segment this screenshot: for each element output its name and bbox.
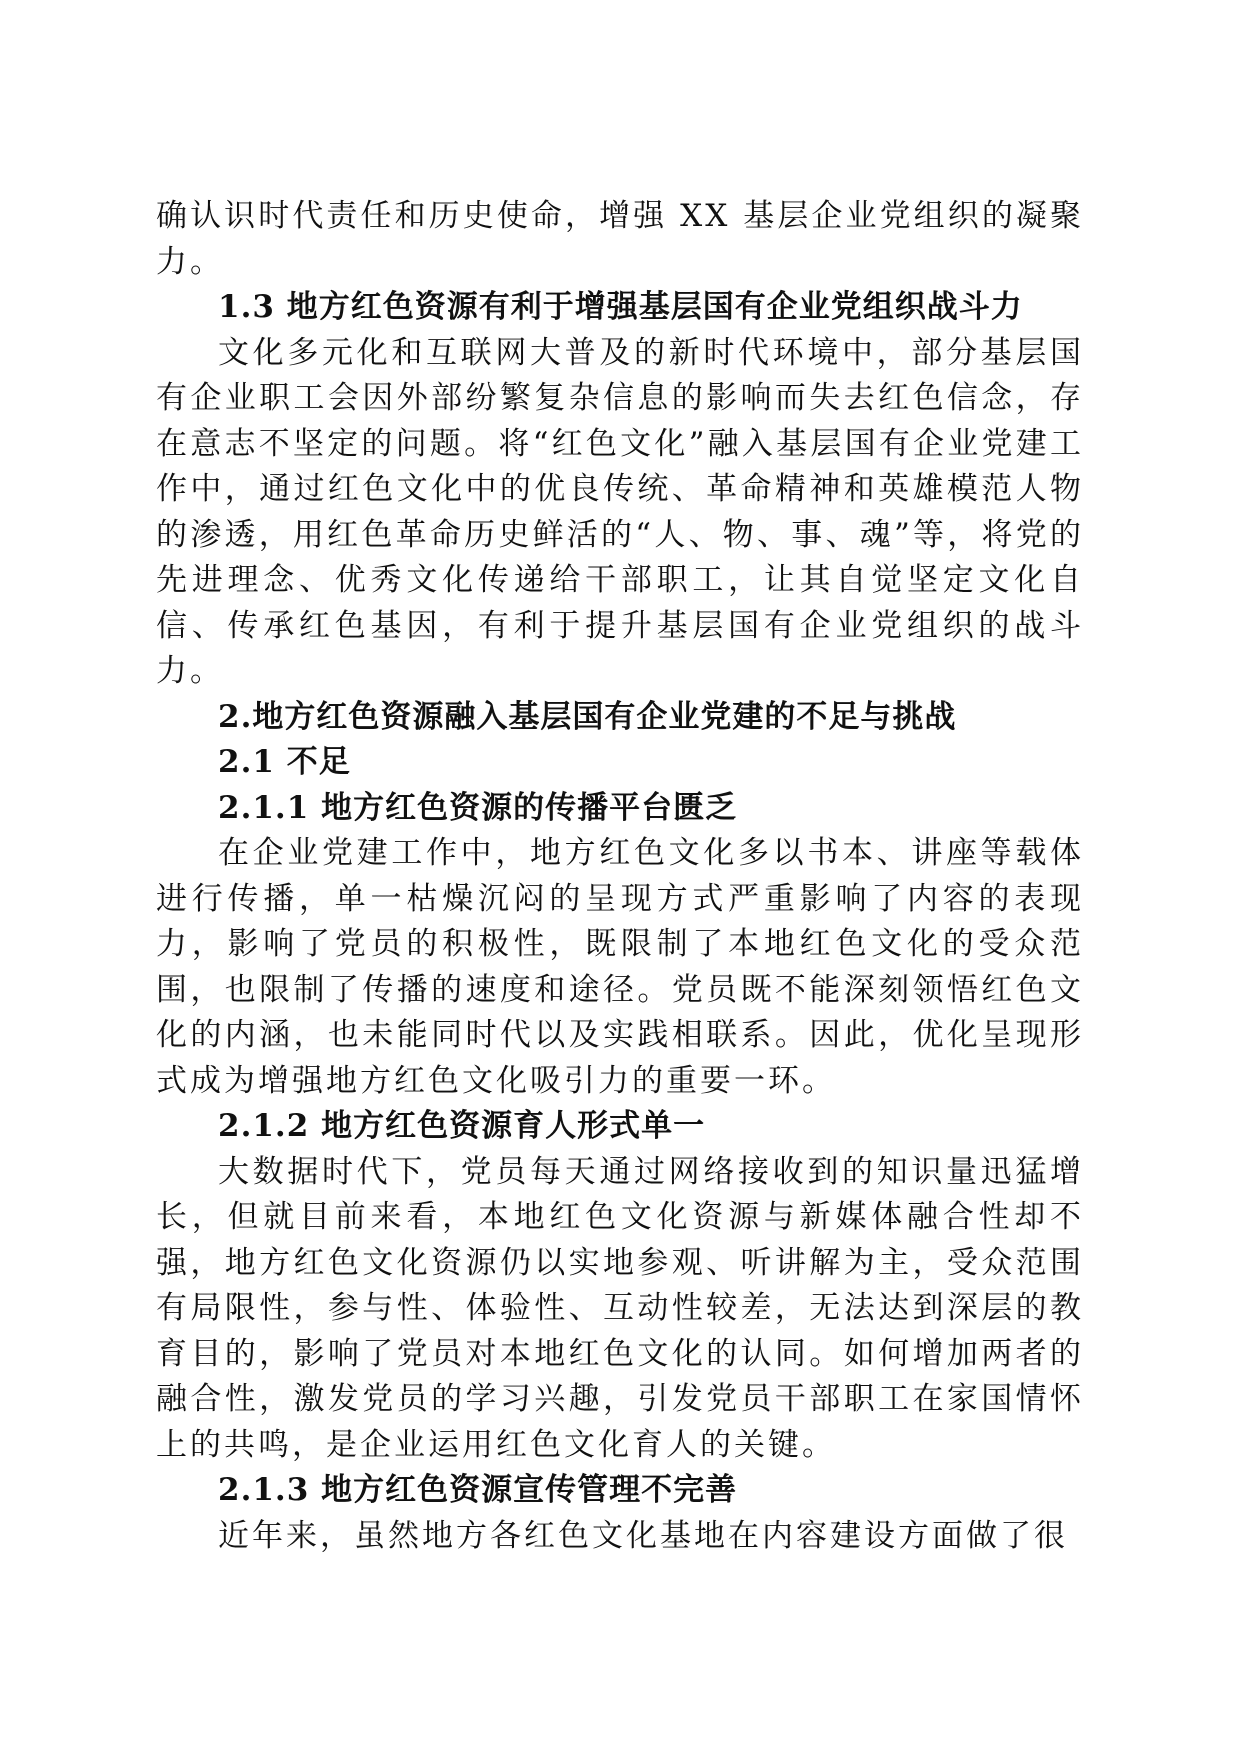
paragraph-2-1-1-body: 在企业党建工作中，地方红色文化多以书本、讲座等载体进行传播，单一枯燥沉闷的呈现方式严重影响了内容的表现力，影响了党员的积极性，既限制了本地红色文化的受众范围，也限制了传播的速度和途径。党员既不能深刻领悟红色文化的内涵，也未能同时代以及实践相联系。因此，优化呈现形式成为增强地方红色文化吸引力的重要一环。 bbox=[156, 835, 1084, 1099]
section-heading-2: 2.地方红色资源融入基层国有企业党建的不足与挑战 bbox=[218, 698, 957, 735]
section-heading-2-1-3: 2.1.3 地方红色资源宣传管理不完善 bbox=[218, 1472, 738, 1508]
section-heading-1-3: 1.3 地方红色资源有利于增强基层国有企业党组织战斗力 bbox=[218, 289, 1023, 325]
section-heading-2-1-1: 2.1.1 地方红色资源的传播平台匮乏 bbox=[218, 789, 738, 826]
paragraph-2-1-2-body: 大数据时代下，党员每天通过网络接收到的知识量迅猛增长，但就目前来看，本地红色文化资源与新媒体融合性却不强，地方红色文化资源仍以实地参观、听讲解为主，受众范围有局限性，参与性、体验性、互动性较差，无法达到深层的教育目的，影响了党员对本地红色文化的认同。如何增加两者的融合性，激发党员的学习兴趣，引发党员干部职工在家国情怀上的共鸣，是企业运用红色文化育人的关键。 bbox=[156, 1153, 1084, 1463]
paragraph-1-3-body: 文化多元化和互联网大普及的新时代环境中，部分基层国有企业职工会因外部纷繁复杂信息的影响而失去红色信念，存在意志不坚定的问题。将“红色文化”融入基层国有企业党建工作中，通过红色文化中的优良传统、革命精神和英雄模范人物的渗透，用红色革命历史鲜活的“人、物、事、魂”等，将党的先进理念、优秀文化传递给干部职工，让其自觉坚定文化自信、传承红色基因，有利于提升基层国有企业党组织的战斗力。 bbox=[156, 334, 1084, 689]
section-heading-2-1: 2.1 不足 bbox=[218, 744, 351, 780]
paragraph-continued: 确认识时代责任和历史使命，增强 XX 基层企业党组织的凝聚力。 bbox=[156, 198, 1084, 280]
document-page bbox=[156, 194, 1084, 1559]
section-heading-2-1-2: 2.1.2 地方红色资源育人形式单一 bbox=[218, 1108, 706, 1144]
paragraph-2-1-3-body: 近年来，虽然地方各红色文化基地在内容建设方面做了很 bbox=[218, 1517, 1068, 1554]
